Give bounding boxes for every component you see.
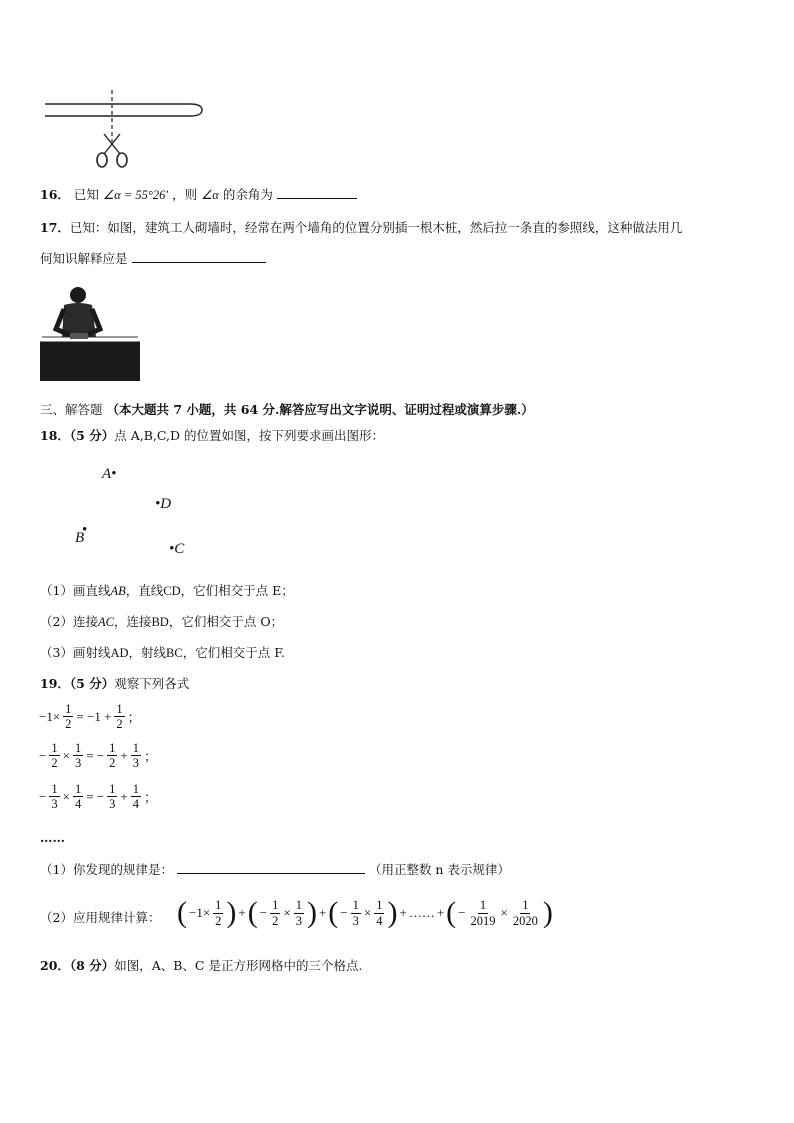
q19-task1-text: 你发现的规律是： [72, 862, 173, 877]
q18-task2-a: 连接 [72, 614, 98, 629]
q20-number: 20． [40, 958, 70, 973]
q17-answer-blank[interactable] [132, 262, 266, 263]
q18-task1-b: ，直线 [125, 583, 164, 598]
q18-task1-s2: CD [163, 584, 181, 598]
q19-task-2-label [40, 912, 160, 925]
question-17-line2 [40, 253, 266, 266]
point-c-label: C [174, 541, 185, 557]
question-18 [40, 430, 384, 443]
q16-angle-expr: ∠α = 55°26′ [102, 188, 169, 202]
q19-number: 19． [40, 676, 70, 691]
q18-task-2 [40, 616, 283, 629]
equation-row-1: −1× $\frac{1}{2}$ = −1 + $\frac{1}{2}$ ； [39, 702, 141, 732]
q19-task2-text: 应用规律计算： [72, 910, 161, 925]
q18-task1-c: ，它们相交于点 E； [180, 583, 294, 598]
q19-task1-hint: （用正整数 n 表示规律） [368, 862, 510, 877]
point-b-label: B [75, 530, 85, 546]
q20-score: （8 分） [69, 958, 115, 973]
point-c: •C [169, 541, 185, 557]
point-d-label: D [160, 496, 172, 512]
point-a-label: A [102, 466, 112, 482]
q16-text-a: 已知 [73, 187, 99, 202]
section-3-note: （本大题共 7 小题，共 64 分.解答应写出文字说明、证明过程或演算步骤.） [106, 402, 534, 417]
q18-stem: 点 A,B,C,D 的位置如图，按下列要求画出图形： [114, 428, 384, 443]
question-19 [40, 678, 189, 691]
q18-task2-no: （2） [40, 614, 73, 629]
q19-task2-dots: …… [408, 905, 435, 920]
q19-last-den-b: 2020 [512, 913, 538, 928]
q16-text-c: 的余角为 [222, 187, 273, 202]
point-d: •D [155, 496, 172, 512]
q19-task-1 [40, 864, 510, 877]
q18-task1-no: （1） [40, 583, 73, 598]
q18-task2-b: ，连接 [113, 614, 152, 629]
question-17-line1 [40, 222, 682, 235]
equation-row-3: − $\frac{1}{3}$ × $\frac{1}{4}$ = − $\frac{1}{3}$ + $\frac{1}{4}$ ； [39, 782, 157, 812]
q18-task2-s2: BD [151, 615, 169, 629]
q16-angle: ∠α [201, 188, 219, 202]
q18-score: （5 分） [69, 428, 115, 443]
q18-task-3 [40, 647, 285, 660]
q18-task3-s1: AD [110, 646, 129, 660]
q19-task1-answer-blank[interactable] [177, 873, 365, 874]
q17-line1: 已知：如图，建筑工人砌墙时，经常在两个墙角的位置分别插一根木桩，然后拉一条直的参照线，这种做法用几 [69, 220, 683, 235]
q19-score: （5 分） [69, 676, 115, 691]
q18-task1-a: 画直线 [72, 583, 111, 598]
question-16 [40, 189, 357, 202]
point-a: A• [102, 466, 117, 482]
q17-line2: 何知识解释应是 [40, 251, 128, 266]
q18-task-1 [40, 585, 294, 598]
scissors-rope-figure [40, 90, 210, 172]
q18-task3-no: （3） [40, 645, 73, 660]
q19-ellipsis: …… [40, 830, 65, 845]
q19-task2-expression: ( −1× $\frac{1}{2}$ ) + ( − $\frac{1}{2}$ × $\frac{1}{3}$ ) + ( − $\frac{1}{3}$ × $\frac{1}{4}$ ) + …… + ( − $\frac{1}{2019}$ × $\frac{1}{2020}$ ) [177, 896, 553, 929]
equation-row-2: − $\frac{1}{2}$ × $\frac{1}{3}$ = − $\frac{1}{2}$ + $\frac{1}{3}$ ； [39, 741, 157, 771]
q18-number: 18． [40, 428, 70, 443]
q16-text-b: ，则 [172, 187, 198, 202]
q19-task2-no: （2） [40, 910, 73, 925]
q18-task1-s1: AB [110, 584, 126, 598]
q19-last-den-a: 2019 [470, 913, 496, 928]
q18-task2-c: ，它们相交于点 O； [168, 614, 284, 629]
section-3-heading [40, 404, 534, 417]
q18-task2-s1: AC [97, 615, 114, 629]
bricklayer-figure [40, 285, 140, 381]
q18-task3-b: ，射线 [128, 645, 167, 660]
q19-task1-no: （1） [40, 862, 73, 877]
q19-stem: 观察下列各式 [114, 676, 190, 691]
q18-task3-c: ，它们相交于点 F. [182, 645, 285, 660]
question-20 [40, 960, 362, 973]
q18-task3-a: 画射线 [72, 645, 111, 660]
section-3-title: 三、解答题 [40, 402, 103, 417]
q20-text: 如图，A、B、C 是正方形网格中的三个格点. [114, 958, 363, 973]
point-b: • B [75, 522, 88, 546]
q17-number: 17． [40, 220, 70, 235]
q18-task3-s2: BC [166, 646, 183, 660]
q16-answer-blank[interactable] [277, 198, 357, 199]
q16-number: 16． [40, 187, 70, 202]
